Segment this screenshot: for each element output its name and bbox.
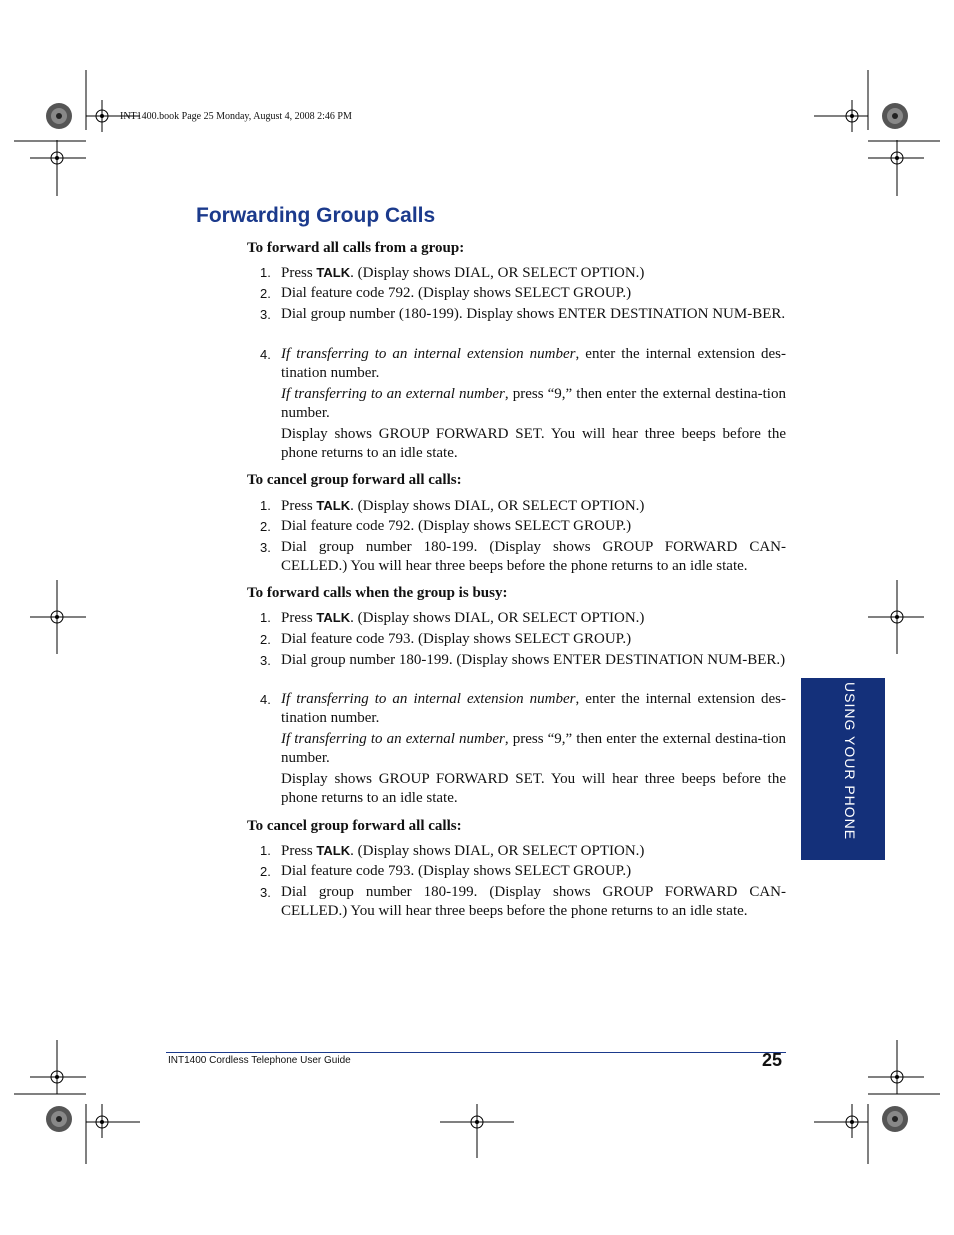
list-item: 2. Dial feature code 793. (Display shows SELECT GROUP.) (260, 863, 632, 879)
list-item: 2. Dial feature code 792. (Display shows SELECT GROUP.) (260, 285, 632, 301)
list-item: 1. Press TALK. (Display shows DIAL, OR SELECT OPTION.) (260, 843, 645, 859)
print-slug: INT1400.book Page 25 Monday, August 4, 2008 2:46 PM (120, 111, 352, 122)
list-item: 2. Dial feature code 792. (Display shows SELECT GROUP.) (260, 518, 632, 534)
footer-title: INT1400 Cordless Telephone User Guide (168, 1055, 351, 1066)
list-item: 1. Press TALK. (Display shows DIAL, OR SELECT OPTION.) (260, 265, 645, 281)
paragraph: Display shows GROUP FORWARD SET. You will hear three beeps before the phone returns to an idle state. (281, 771, 786, 806)
section-heading: To forward calls when the group is busy: (247, 585, 508, 601)
list-item: 1. Press TALK. (Display shows DIAL, OR SELECT OPTION.) (260, 610, 645, 626)
list-item: 4. If transferring to an internal extension number, enter the internal extension des-tination number. (260, 346, 786, 381)
paragraph: If transferring to an external number, press “9,” then enter the external destina-tion number. (281, 731, 786, 766)
page-title: Forwarding Group Calls (196, 204, 436, 227)
talk-key-label: TALK (316, 843, 351, 858)
section-heading: To cancel group forward all calls: (247, 818, 462, 834)
talk-key-label: TALK (316, 610, 351, 625)
side-tab-label: USING YOUR PHONE (842, 682, 858, 841)
list-item: 3. Dial group number 180-199. (Display shows ENTER DESTINATION NUM-BER.) (260, 652, 786, 668)
list-item: 1. Press TALK. (Display shows DIAL, OR SELECT OPTION.) (260, 498, 645, 514)
paragraph: If transferring to an external number, press “9,” then enter the external destina-tion number. (281, 386, 786, 421)
footer-rule (166, 1052, 786, 1053)
list-item: 2. Dial feature code 793. (Display shows SELECT GROUP.) (260, 631, 632, 647)
section-heading: To forward all calls from a group: (247, 240, 465, 256)
page-number: 25 (762, 1050, 783, 1070)
talk-key-label: TALK (316, 498, 351, 513)
list-item: 3. Dial group number (180-199). Display shows ENTER DESTINATION NUM-BER. (260, 306, 786, 322)
list-item: 3. Dial group number 180-199. (Display shows GROUP FORWARD CAN-CELLED.) You will hear three beeps before the phone returns to an idle state. (260, 539, 786, 574)
list-item: 4. If transferring to an internal extension number, enter the internal extension des-tination number. (260, 691, 786, 726)
list-item: 3. Dial group number 180-199. (Display shows GROUP FORWARD CAN-CELLED.) You will hear three beeps before the phone returns to an idle state. (260, 884, 786, 919)
talk-key-label: TALK (316, 265, 351, 280)
section-heading: To cancel group forward all calls: (247, 472, 462, 488)
paragraph: Display shows GROUP FORWARD SET. You will hear three beeps before the phone returns to an idle state. (281, 426, 786, 461)
